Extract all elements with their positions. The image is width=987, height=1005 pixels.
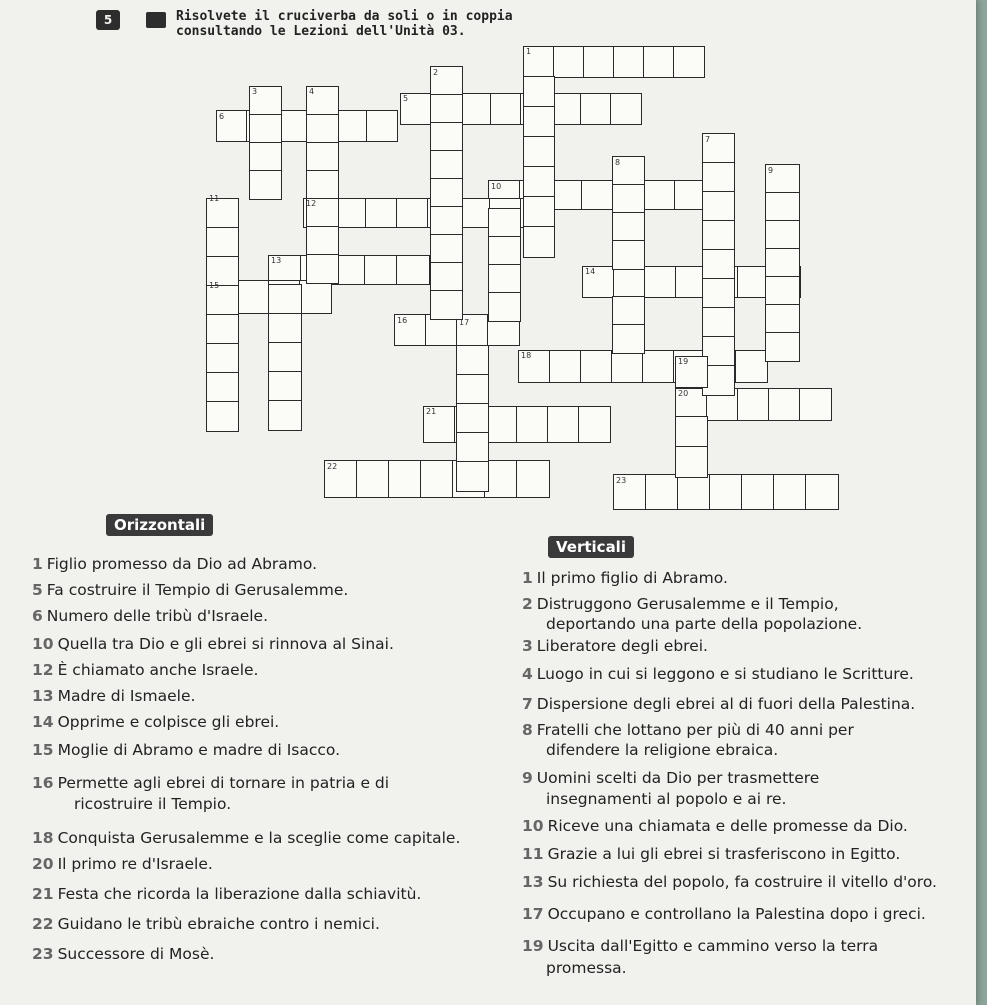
grid-cell[interactable] — [490, 93, 522, 125]
grid-cell[interactable] — [430, 206, 463, 236]
grid-cell[interactable] — [737, 388, 770, 421]
grid-cell[interactable] — [765, 248, 800, 278]
instruction-line-2: consultando le Lezioni dell'Unità 03. — [176, 24, 466, 39]
down-clue: 3 Liberatore degli ebrei. — [522, 637, 708, 655]
clue-number: 15 — [209, 281, 220, 290]
pair-work-icon — [146, 12, 166, 28]
grid-cell[interactable] — [580, 93, 612, 125]
grid-cell[interactable] — [206, 372, 239, 403]
down-clue-continuation: difendere la religione ebraica. — [546, 741, 779, 759]
down-clue: 2 Distruggono Gerusalemme e il Tempio, — [522, 595, 839, 613]
grid-cell[interactable] — [645, 474, 679, 510]
grid-cell[interactable] — [460, 93, 492, 125]
grid-cell[interactable] — [396, 198, 429, 228]
grid-cell[interactable] — [306, 114, 339, 144]
grid-cell[interactable] — [643, 46, 675, 78]
grid-cell[interactable] — [336, 110, 368, 142]
grid-cell[interactable] — [488, 236, 521, 266]
down-clue: 4 Luogo in cui si leggono e si studiano le Scritture. — [522, 665, 914, 683]
grid-cell[interactable] — [458, 198, 491, 228]
clue-number: 1 — [526, 47, 532, 56]
grid-cell[interactable] — [366, 110, 398, 142]
across-clue-continuation: ricostruire il Tempio. — [74, 795, 232, 813]
grid-cell[interactable] — [488, 292, 521, 322]
clue-number: 23 — [616, 476, 627, 485]
down-clue: 10 Riceve una chiamata e delle promesse da Dio. — [522, 817, 908, 835]
grid-cell[interactable] — [268, 284, 302, 315]
grid-cell[interactable] — [430, 262, 463, 292]
grid-cell[interactable] — [702, 191, 735, 222]
grid-cell[interactable] — [523, 136, 555, 168]
grid-cell[interactable] — [675, 416, 708, 448]
grid-cell[interactable] — [612, 296, 645, 326]
across-clue: 16 Permette agli ebrei di tornare in patria e di — [32, 774, 390, 792]
grid-cell[interactable] — [420, 460, 454, 498]
grid-cell[interactable] — [613, 266, 646, 298]
down-clue-continuation: promessa. — [546, 959, 627, 977]
grid-cell[interactable] — [206, 314, 239, 345]
grid-cell[interactable] — [364, 255, 398, 285]
instructions — [176, 9, 513, 39]
grid-cell[interactable] — [612, 184, 645, 214]
grid-cell[interactable] — [644, 266, 677, 298]
grid-cell[interactable] — [702, 278, 735, 309]
grid-cell[interactable] — [430, 122, 463, 152]
grid-cell[interactable] — [306, 226, 339, 256]
grid-cell[interactable] — [484, 460, 518, 498]
grid-cell[interactable] — [456, 345, 489, 376]
grid-cell[interactable] — [580, 350, 613, 383]
down-clue: 9 Uomini scelti da Dio per trasmettere — [522, 769, 820, 787]
grid-cell[interactable] — [735, 350, 768, 383]
grid-cell[interactable] — [765, 192, 800, 222]
across-clue: 20 Il primo re d'Israele. — [32, 855, 213, 873]
grid-cell[interactable] — [741, 474, 775, 510]
across-clue: 18 Conquista Gerusalemme e la sceglie come capitale. — [32, 829, 461, 847]
clue-number: 17 — [459, 318, 470, 327]
verticali-heading: Verticali — [548, 536, 634, 558]
clue-number: 8 — [615, 158, 621, 167]
grid-cell[interactable] — [547, 406, 580, 443]
grid-cell[interactable] — [268, 371, 302, 402]
grid-cell[interactable] — [610, 93, 642, 125]
grid-cell[interactable] — [523, 106, 555, 138]
grid-cell[interactable] — [765, 276, 800, 306]
clue-number: 11 — [209, 194, 220, 203]
grid-cell[interactable] — [268, 342, 302, 373]
grid-cell[interactable] — [702, 162, 735, 193]
clue-number: 18 — [521, 351, 532, 360]
grid-cell[interactable] — [773, 474, 807, 510]
grid-cell[interactable] — [488, 208, 521, 238]
grid-cell[interactable] — [516, 460, 550, 498]
grid-cell[interactable] — [306, 142, 339, 172]
down-clue-continuation: insegnamenti al popolo e ai re. — [546, 790, 787, 808]
clue-number: 10 — [491, 182, 502, 191]
grid-cell[interactable] — [523, 166, 555, 198]
grid-cell[interactable] — [456, 403, 489, 434]
grid-cell[interactable] — [523, 196, 555, 228]
across-clue: 21 Festa che ricorda la liberazione dalla schiavitù. — [32, 885, 422, 903]
instruction-line-1: Risolvete il cruciverba da soli o in coppia — [176, 9, 513, 24]
grid-cell[interactable] — [612, 240, 645, 270]
across-clue: 14 Opprime e colpisce gli ebrei. — [32, 713, 280, 731]
across-clue: 15 Moglie di Abramo e madre di Isacco. — [32, 741, 341, 759]
down-clue: 7 Dispersione degli ebrei al di fuori della Palestina. — [522, 695, 916, 713]
down-clue: 11 Grazie a lui gli ebrei si trasferiscono in Egitto. — [522, 845, 901, 863]
across-clue: 12 È chiamato anche Israele. — [32, 661, 259, 679]
grid-cell[interactable] — [268, 400, 302, 431]
clue-number: 12 — [306, 199, 317, 208]
down-clue: 13 Su richiesta del popolo, fa costruire il vitello d'oro. — [522, 873, 937, 891]
grid-cell[interactable] — [675, 446, 708, 478]
down-clue: 1 Il primo figlio di Abramo. — [522, 569, 728, 587]
grid-cell[interactable] — [306, 254, 339, 284]
grid-cell[interactable] — [430, 234, 463, 264]
across-clue: 1 Figlio promesso da Dio ad Abramo. — [32, 555, 318, 573]
grid-cell[interactable] — [430, 290, 463, 320]
grid-cell[interactable] — [702, 220, 735, 251]
grid-cell[interactable] — [677, 474, 711, 510]
clue-number: 16 — [397, 316, 408, 325]
across-clue: 22 Guidano le tribù ebraiche contro i nemici. — [32, 915, 380, 933]
clue-number: 2 — [433, 68, 439, 77]
grid-cell[interactable] — [768, 388, 801, 421]
grid-cell[interactable] — [643, 180, 676, 210]
grid-cell[interactable] — [583, 46, 615, 78]
grid-cell[interactable] — [396, 255, 430, 285]
grid-cell[interactable] — [430, 178, 463, 208]
grid-cell[interactable] — [613, 46, 645, 78]
clue-number: 4 — [309, 87, 315, 96]
grid-cell[interactable] — [673, 46, 705, 78]
grid-cell[interactable] — [388, 460, 422, 498]
grid-cell[interactable] — [516, 406, 549, 443]
grid-cell[interactable] — [249, 142, 282, 172]
grid-cell[interactable] — [805, 474, 839, 510]
grid-cell[interactable] — [702, 307, 735, 338]
clue-number: 20 — [678, 389, 689, 398]
across-clue: 5 Fa costruire il Tempio di Gerusalemme. — [32, 581, 349, 599]
exercise-icon: 5 — [96, 10, 120, 30]
grid-cell[interactable] — [268, 313, 302, 344]
grid-cell[interactable] — [612, 324, 645, 354]
clue-number: 6 — [219, 112, 225, 121]
grid-cell[interactable] — [550, 180, 583, 210]
down-clue: 8 Fratelli che lottano per più di 40 anni per — [522, 721, 854, 739]
clue-number: 19 — [678, 357, 689, 366]
grid-cell[interactable] — [488, 264, 521, 294]
grid-cell[interactable] — [456, 432, 489, 463]
down-clue-continuation: deportando una parte della popolazione. — [546, 615, 863, 633]
grid-cell[interactable] — [550, 93, 582, 125]
grid-cell[interactable] — [765, 304, 800, 334]
across-clue: 13 Madre di Ismaele. — [32, 687, 196, 705]
grid-cell[interactable] — [356, 460, 390, 498]
grid-cell[interactable] — [206, 343, 239, 374]
grid-cell[interactable] — [523, 76, 555, 108]
grid-cell[interactable] — [611, 350, 644, 383]
across-clue: 23 Successore di Mosè. — [32, 945, 215, 963]
down-clue: 17 Occupano e controllano la Palestina dopo i greci. — [522, 905, 926, 923]
grid-cell[interactable] — [249, 170, 282, 200]
grid-cell[interactable] — [702, 249, 735, 280]
grid-cell[interactable] — [578, 406, 611, 443]
clue-number: 9 — [768, 166, 774, 175]
grid-cell[interactable] — [485, 406, 518, 443]
grid-cell[interactable] — [456, 374, 489, 405]
grid-cell[interactable] — [799, 388, 832, 421]
clue-number: 14 — [585, 267, 596, 276]
grid-cell[interactable] — [249, 114, 282, 144]
grid-cell[interactable] — [765, 220, 800, 250]
grid-cell[interactable] — [612, 212, 645, 242]
clue-number: 7 — [705, 135, 711, 144]
clue-number: 21 — [426, 407, 437, 416]
across-clue: 6 Numero delle tribù d'Israele. — [32, 607, 269, 625]
grid-cell[interactable] — [523, 226, 555, 258]
grid-cell[interactable] — [365, 198, 398, 228]
down-clue: 19 Uscita dall'Egitto e cammino verso la terra — [522, 937, 879, 955]
grid-cell[interactable] — [642, 350, 675, 383]
grid-cell[interactable] — [581, 180, 614, 210]
clue-number: 3 — [252, 87, 258, 96]
grid-cell[interactable] — [765, 332, 800, 362]
grid-cell[interactable] — [430, 94, 463, 124]
grid-cell[interactable] — [430, 150, 463, 180]
clue-number: 22 — [327, 462, 338, 471]
grid-cell[interactable] — [709, 474, 743, 510]
across-clue: 10 Quella tra Dio e gli ebrei si rinnova al Sinai. — [32, 635, 394, 653]
grid-cell[interactable] — [206, 401, 239, 432]
grid-cell[interactable] — [549, 350, 582, 383]
grid-cell[interactable] — [456, 461, 489, 492]
orizzontali-heading: Orizzontali — [106, 514, 213, 536]
grid-cell[interactable] — [334, 198, 367, 228]
grid-cell[interactable] — [306, 170, 339, 200]
clue-number: 13 — [271, 256, 282, 265]
grid-cell[interactable] — [553, 46, 585, 78]
grid-cell[interactable] — [299, 280, 332, 314]
grid-cell[interactable] — [237, 280, 270, 314]
grid-cell[interactable] — [206, 227, 239, 258]
clue-number: 5 — [403, 94, 409, 103]
